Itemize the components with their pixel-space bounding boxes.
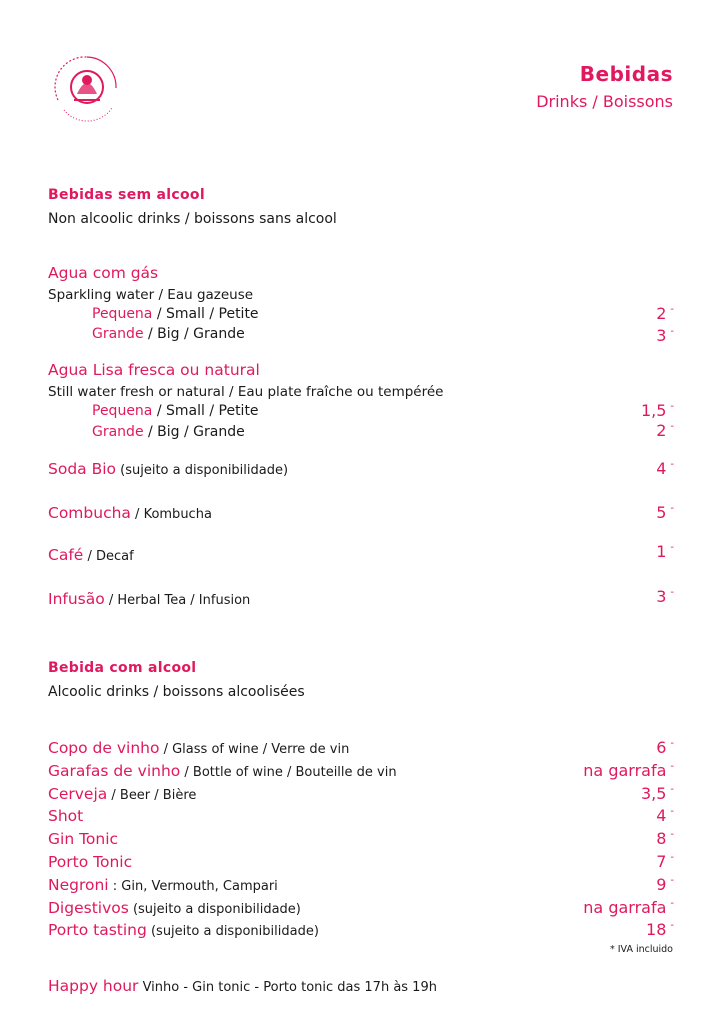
item-name: Gin Tonic <box>48 830 119 848</box>
item-price: 3 - <box>656 326 674 345</box>
item-price: 2 - <box>656 421 674 440</box>
item-description: / Herbal Tea / Infusion <box>104 593 251 608</box>
item-name: Café <box>48 546 84 564</box>
size-label: Grande <box>92 326 144 342</box>
happy-hour-description: Vinho - Gin tonic - Porto tonic das 17h às 19h <box>138 980 437 995</box>
size-translation: / Small / Petite <box>152 403 259 419</box>
item-name: Digestivos <box>48 899 129 917</box>
menu-item <box>48 761 674 783</box>
menu-item <box>48 459 674 481</box>
item-price: 4 - <box>656 806 674 825</box>
section-subtitle-alcoholic: Alcoolic drinks / boissons alcoolisées <box>48 684 305 700</box>
item-description: Still water fresh or natural / Eau plate fraîche ou tempérée <box>48 384 444 400</box>
item-description: / Kombucha <box>130 507 212 522</box>
size-option-small <box>92 306 259 322</box>
item-description: (sujeito a disponibilidade) <box>128 902 301 917</box>
item-price: 8 - <box>656 829 674 848</box>
item-description: / Decaf <box>83 549 134 564</box>
item-name: Copo de vinho <box>48 739 160 757</box>
item-name: Porto Tonic <box>48 853 133 871</box>
size-translation: / Big / Grande <box>143 326 245 342</box>
item-description: (sujeito a disponibilidade) <box>116 463 289 478</box>
menu-item <box>48 784 674 806</box>
item-price: 4 - <box>656 459 674 478</box>
page-subtitle: Drinks / Boissons <box>536 92 673 111</box>
menu-item <box>48 898 674 920</box>
item-description: (sujeito a disponibilidade) <box>146 924 319 939</box>
brand-logo <box>44 44 130 130</box>
item-description: / Bottle of wine / Bouteille de vin <box>180 765 397 780</box>
logo-emblem-icon <box>44 44 130 130</box>
menu-item <box>48 829 674 851</box>
size-option-big <box>92 424 245 440</box>
item-description: : Gin, Vermouth, Campari <box>108 879 278 894</box>
tax-note: * IVA incluido <box>609 944 673 955</box>
item-price: na garrafa - <box>583 761 674 780</box>
section-title-alcoholic: Bebida com alcool <box>48 660 197 676</box>
menu-item <box>48 920 674 942</box>
item-description: Sparkling water / Eau gazeuse <box>48 287 254 303</box>
item-name: Combucha <box>48 504 131 522</box>
item-name: Agua com gás <box>48 264 159 282</box>
item-name: Infusão <box>48 590 105 608</box>
item-name: Negroni <box>48 876 109 894</box>
item-description: / Beer / Bière <box>107 788 197 803</box>
item-price: 9 - <box>656 875 674 894</box>
item-price: 2 - <box>656 304 674 323</box>
menu-item <box>48 806 674 828</box>
item-description: / Glass of wine / Verre de vin <box>159 742 350 757</box>
menu-item <box>48 503 674 525</box>
size-translation: / Small / Petite <box>152 306 259 322</box>
size-option-small <box>92 403 259 419</box>
item-price: 1,5 - <box>640 401 674 420</box>
item-price: 3 - <box>656 587 674 606</box>
size-translation: / Big / Grande <box>143 424 245 440</box>
item-price: 18 - <box>646 920 674 939</box>
happy-hour-label: Happy hour <box>48 977 139 995</box>
item-price: 5 - <box>656 503 674 522</box>
menu-item <box>48 738 674 760</box>
item-price: 3,5 - <box>640 784 674 803</box>
menu-item <box>48 542 674 567</box>
item-price: 6 - <box>656 738 674 757</box>
menu-item <box>48 589 674 611</box>
menu-item <box>48 875 674 897</box>
item-price: 1 - <box>656 542 674 561</box>
size-label: Pequena <box>92 403 153 419</box>
size-label: Grande <box>92 424 144 440</box>
item-name: Agua Lisa fresca ou natural <box>48 361 260 379</box>
page-title: Bebidas <box>579 62 673 86</box>
item-name: Shot <box>48 807 84 825</box>
item-name: Soda Bio <box>48 460 117 478</box>
section-title-non-alcoholic: Bebidas sem alcool <box>48 187 205 203</box>
menu-item <box>48 852 674 874</box>
size-option-big <box>92 326 245 342</box>
happy-hour <box>48 976 674 998</box>
item-name: Cerveja <box>48 785 108 803</box>
item-name: Garafas de vinho <box>48 762 181 780</box>
item-price: na garrafa - <box>583 898 674 917</box>
item-name: Porto tasting <box>48 921 147 939</box>
section-subtitle-non-alcoholic: Non alcoolic drinks / boissons sans alcool <box>48 211 337 227</box>
item-price: 7 - <box>656 852 674 871</box>
size-label: Pequena <box>92 306 153 322</box>
